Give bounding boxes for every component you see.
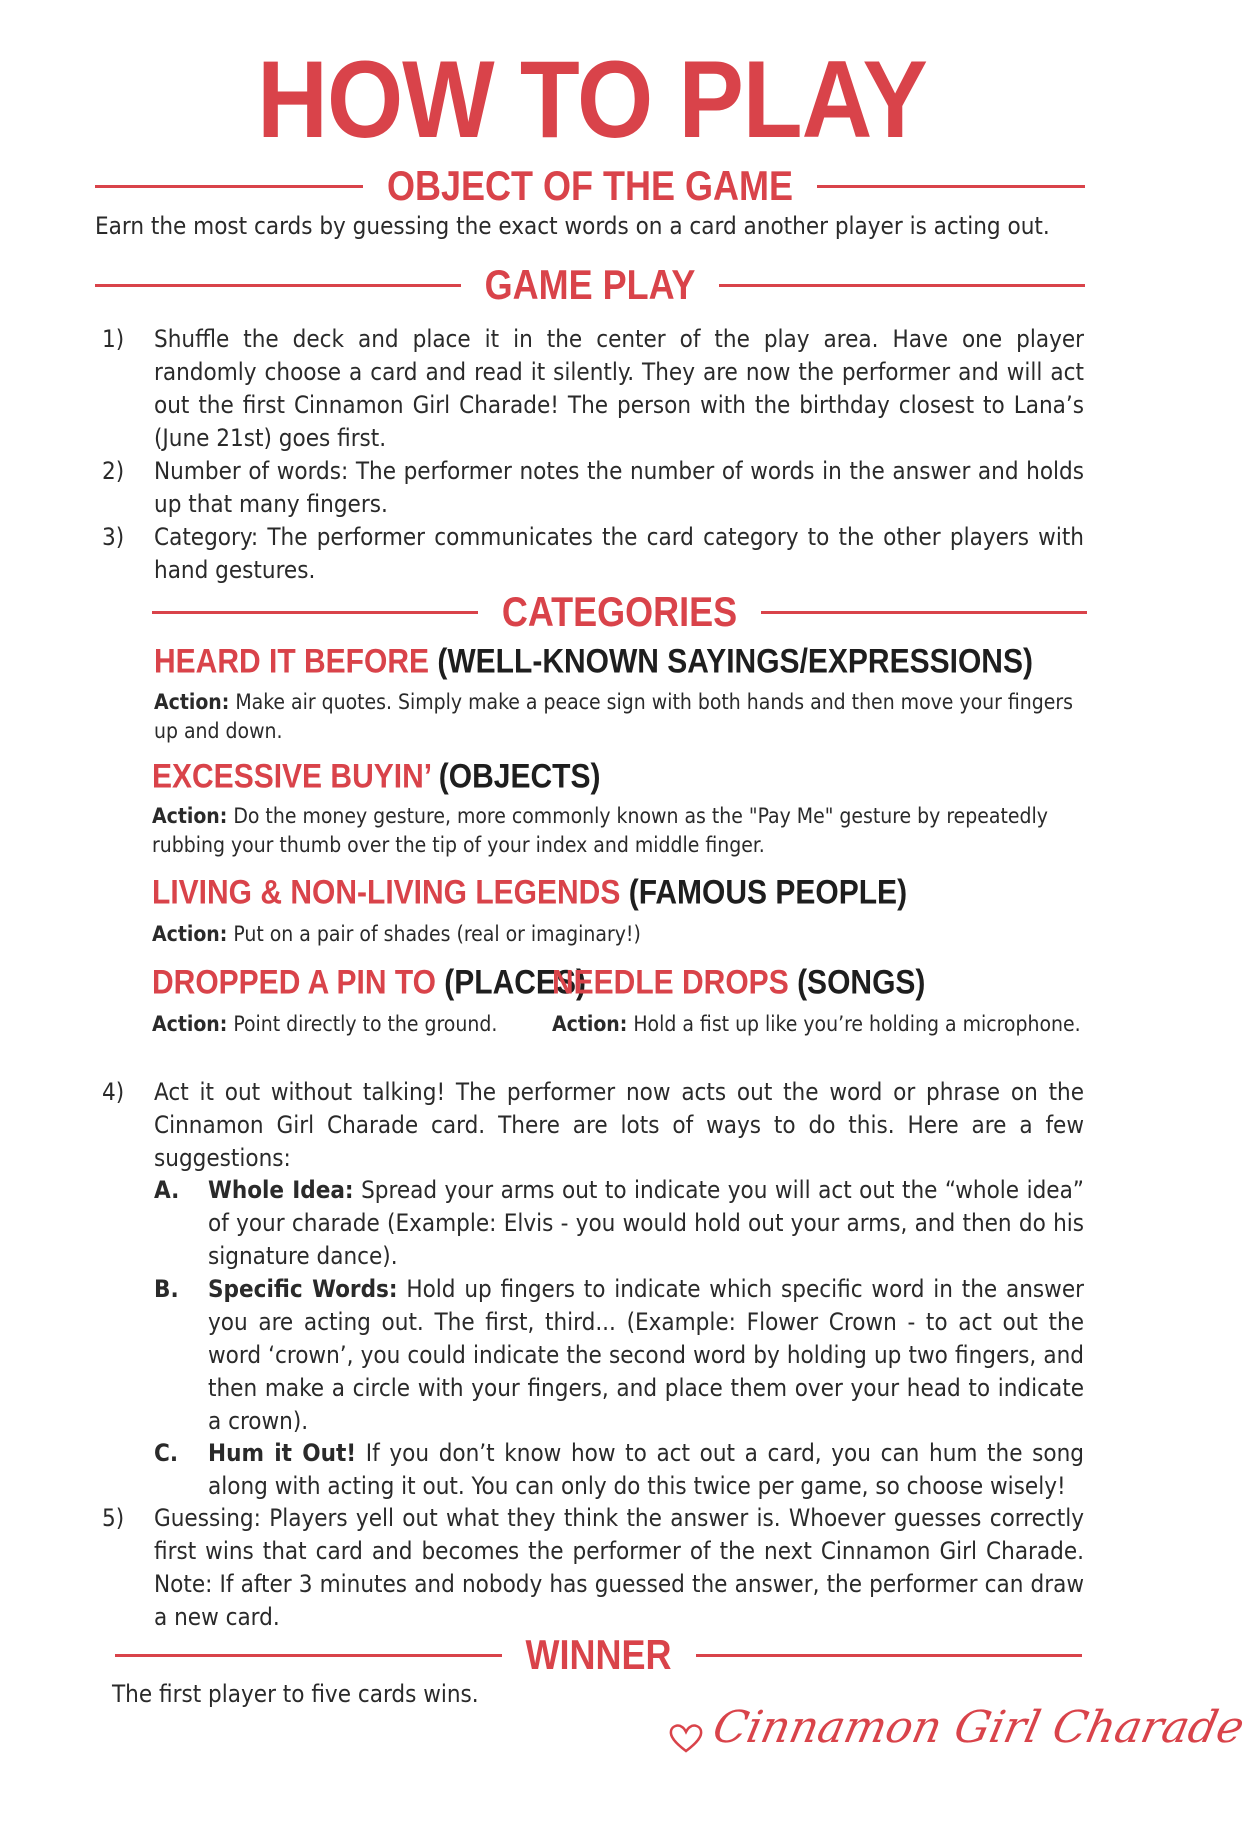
action-text: Do the money gesture, more commonly known as the "Pay Me" gesture by repeatedly rubbing your thumb over the tip of your index and middle finger. [152,804,1048,857]
action-text: Hold a fist up like you’re holding a microphone. [633,1012,1081,1036]
step-3 [102,521,1084,587]
divider-rule [761,611,1087,614]
category-action [152,920,1087,949]
suggestion-b [154,1273,1084,1438]
gameplay-heading: GAME PLAY [484,260,696,308]
divider-rule [719,284,1085,287]
suggestion-a [154,1174,1084,1273]
category-type: (PLACES) [444,963,586,1002]
category-title [552,963,925,1002]
category-type: (FAMOUS PEOPLE) [628,873,908,912]
step-1 [102,323,1084,455]
category-action [152,802,1087,860]
action-label: Action: [552,1012,628,1036]
step-number: 5) [102,1504,125,1532]
brand-logo [668,1684,1249,1784]
action-text: Put on a pair of shades (real or imaginary!) [233,922,641,946]
suggestion-text: If you don’t know how to act out a card, you can hum the song along with acting it out. You can only do this twice per game, so choose wisely! [208,1439,1084,1500]
divider-rule [115,1654,502,1657]
category-action [154,688,1089,746]
step-5 [102,1502,1084,1634]
category-title [152,757,600,796]
suggestion-letter: B. [154,1275,179,1303]
winner-heading-row [115,1630,1082,1678]
action-text: Point directly to the ground. [233,1012,498,1036]
page-title: HOW TO PLAY [257,37,927,161]
suggestion-letter: A. [154,1176,180,1204]
step-text: Category: The performer communicates the card category to the other players with hand gestures. [154,523,1084,584]
action-label: Action: [152,804,228,828]
categories-heading: CATEGORIES [501,587,738,635]
step-number: 1) [102,325,125,353]
divider-rule [95,185,363,188]
suggestion-text: Spread your arms out to indicate you will act out the “whole idea” of your charade (Example: Elvis - you would hold out your arms, and then do his signature dance). [208,1176,1084,1270]
step-number: 2) [102,457,125,485]
step-text: Shuffle the deck and place it in the center of the play area. Have one player randomly choose a card and read it silently. They are now the performer and will act out the first Cinnamon Girl Charade! The person with the birthday closest to Lana’s (June 21st) goes first. [154,325,1084,452]
step-text: Number of words: The performer notes the number of words in the answer and holds up that many fingers. [154,457,1084,518]
category-name: LIVING & NON-LIVING LEGENDS [152,873,621,912]
categories-heading-row [152,587,1087,635]
suggestion-label: Specific Words: [208,1275,398,1303]
logo-wordmark: Cinnamon Girl Charade [708,1702,1249,1753]
category-type: (SONGS) [797,963,926,1002]
step-text: Guessing: Players yell out what they think the answer is. Whoever guesses correctly first wins that card and becomes the performer of the next Cinnamon Girl Charade. Note: If after 3 minutes and nobody has guessed the answer, the performer can draw a new card. [154,1504,1084,1631]
step-number: 3) [102,523,125,551]
step-2 [102,455,1084,521]
action-label: Action: [152,922,228,946]
step-4 [102,1076,1084,1175]
heart-icon [668,1722,704,1754]
object-text: Earn the most cards by guessing the exact words on a card another player is acting out. [95,212,1050,240]
object-heading-row [95,161,1085,209]
category-name: DROPPED A PIN TO [152,963,436,1002]
category-title [152,963,586,1002]
gameplay-heading-row [95,260,1085,308]
category-name: EXCESSIVE BUYIN’ [152,757,431,796]
divider-rule [817,185,1085,188]
category-title [154,642,1033,681]
winner-heading: WINNER [525,1630,672,1678]
suggestion-c [154,1437,1084,1503]
action-text: Make air quotes. Simply make a peace sign with both hands and then move your fingers up and down. [154,690,1074,743]
category-action [552,1010,1112,1039]
suggestion-label: Hum it Out! [208,1439,357,1467]
category-type: (WELL-KNOWN SAYINGS/EXPRESSIONS) [437,642,1033,681]
category-title [152,873,907,912]
category-type: (OBJECTS) [438,757,601,796]
action-label: Action: [154,690,230,714]
step-text: Act it out without talking! The performer now acts out the word or phrase on the Cinnamon Girl Charade card. There are lots of ways to do this. Here are a few suggestions: [154,1078,1084,1172]
step-number: 4) [102,1078,125,1106]
object-heading: OBJECT OF THE GAME [386,161,794,209]
category-name: HEARD IT BEFORE [154,642,430,681]
category-name: NEEDLE DROPS [552,963,789,1002]
winner-text: The first player to five cards wins. [112,1680,479,1708]
suggestion-label: Whole Idea: [208,1176,354,1204]
suggestion-text: Hold up fingers to indicate which specific word in the answer you are acting out. The first, third... (Example: Flower Crown - to act out the word ‘crown’, you could indicate the second word by holding up two fingers, and then make a circle with your fingers, and place them over your head to indicate a crown). [208,1275,1084,1435]
action-label: Action: [152,1012,228,1036]
category-action [152,1010,532,1039]
divider-rule [95,284,461,287]
divider-rule [696,1654,1083,1657]
divider-rule [152,611,478,614]
suggestion-letter: C. [154,1439,179,1467]
